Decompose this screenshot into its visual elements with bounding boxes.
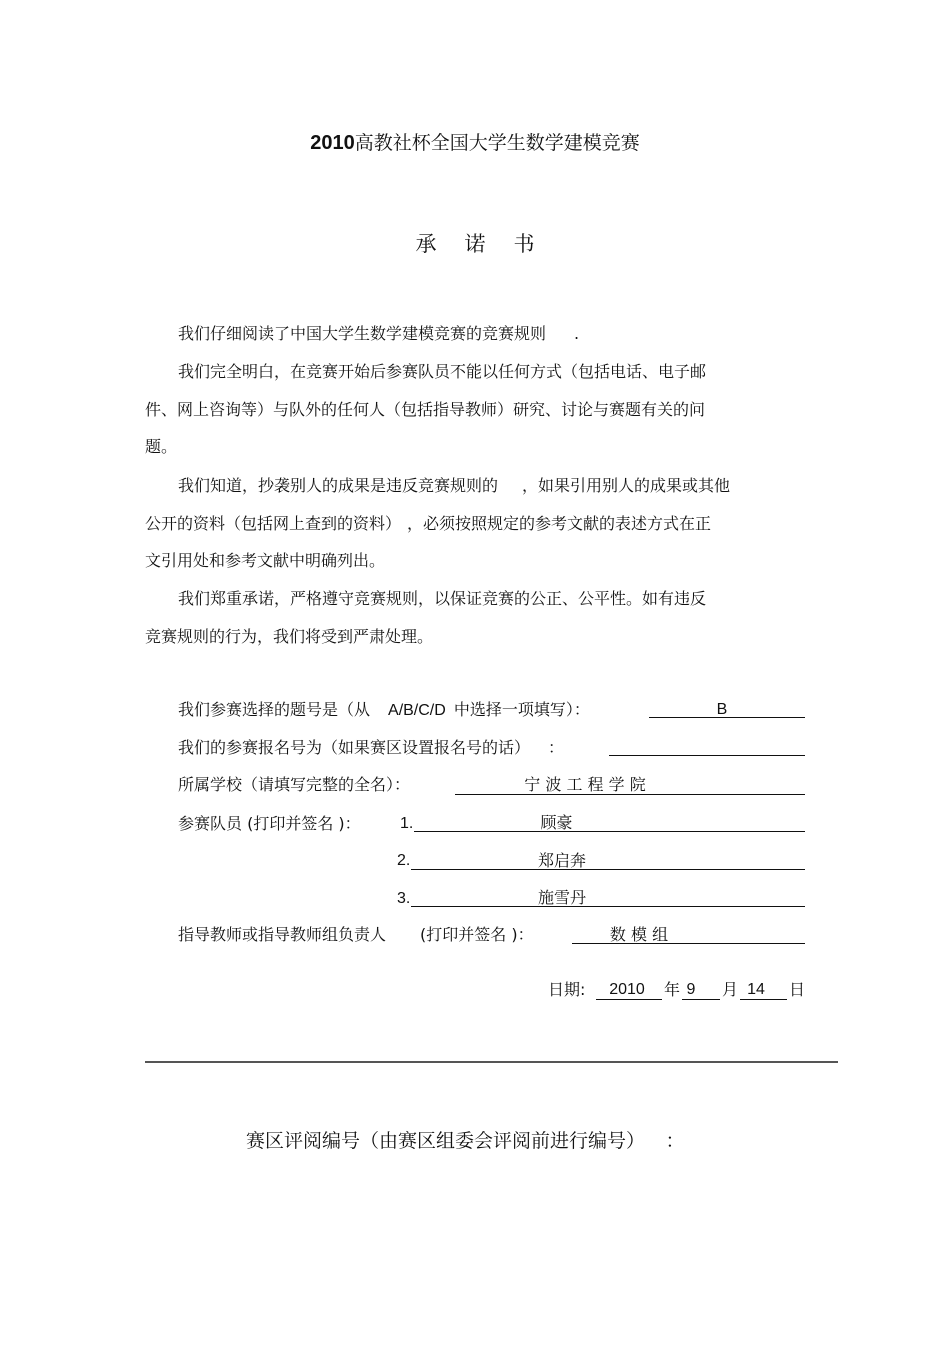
members-label: 参赛队员 (打印并签名 )： — [178, 814, 361, 833]
paragraph-3-line-3: 文引用处和参考文献中明确列出。 — [145, 551, 386, 570]
review-number-label: 赛区评阅编号（由赛区组委会评阅前进行编号） ： — [246, 1130, 685, 1152]
paragraph-3-line-2: 公开的资料（包括网上查到的资料） ，必须按照规定的参考文献的表述方式在正 — [145, 514, 712, 533]
advisor-label: 指导教师或指导教师组负责人 (打印并签名 )： — [178, 925, 534, 944]
paragraph-2-line-2: 件、网上咨询等）与队外的任何人（包括指导教师）研究、讨论与赛题有关的问 — [145, 400, 706, 419]
school-label: 所属学校（请填写完整的全名）： — [178, 775, 411, 794]
date-month-unit: 月 — [722, 980, 739, 999]
registration-label: 我们的参赛报名号为（如果赛区设置报名号的话） ： — [178, 738, 565, 757]
member-2-name[interactable]: 郑启奔 — [537, 851, 586, 870]
paragraph-2-line-3: 题。 — [145, 437, 178, 456]
page-subtitle: 承诺书 — [415, 232, 563, 256]
title-text: 高教社杯全国大学生数学建模竞赛 — [354, 132, 640, 154]
member-3-name[interactable]: 施雪丹 — [537, 888, 586, 907]
date-year-unit: 年 — [664, 980, 681, 999]
member-3-number: 3. — [397, 890, 411, 907]
problem-number-value[interactable]: B — [716, 701, 728, 718]
section-divider — [145, 1061, 838, 1063]
paragraph-1: 我们仔细阅读了中国大学生数学建模竞赛的竞赛规则 . — [178, 324, 580, 343]
date-day-unit: 日 — [789, 980, 806, 999]
date-label: 日期: — [548, 980, 586, 999]
member-1-number: 1. — [400, 815, 414, 832]
page-title — [0, 128, 950, 155]
paragraph-3-line-1: 我们知道，抄袭别人的成果是违反竞赛规则的 ，如果引用别人的成果或其他 — [178, 476, 731, 495]
member-1-name[interactable]: 顾豪 — [540, 813, 573, 832]
member-2-number: 2. — [397, 852, 411, 869]
paragraph-4-line-1: 我们郑重承诺，严格遵守竞赛规则，以保证竞赛的公正、公平性。如有违反 — [178, 589, 707, 608]
date-month[interactable]: 9 — [686, 981, 696, 998]
paragraph-2-line-1: 我们完全明白，在竞赛开始后参赛队员不能以任何方式（包括电话、电子邮 — [178, 362, 707, 381]
problem-number-label: 我们参赛选择的题号是（从 A/B/C/D 中选择一项填写）： — [178, 700, 590, 719]
registration-underline — [609, 755, 805, 756]
paragraph-4-line-2: 竞赛规则的行为，我们将受到严肃处理。 — [145, 627, 434, 646]
school-value[interactable]: 宁 波 工 程 学 院 — [524, 775, 646, 794]
date-day[interactable]: 14 — [747, 981, 765, 998]
title-year: 2010 — [310, 132, 355, 154]
date-year[interactable]: 2010 — [609, 981, 645, 998]
advisor-value[interactable]: 数 模 组 — [609, 925, 669, 944]
